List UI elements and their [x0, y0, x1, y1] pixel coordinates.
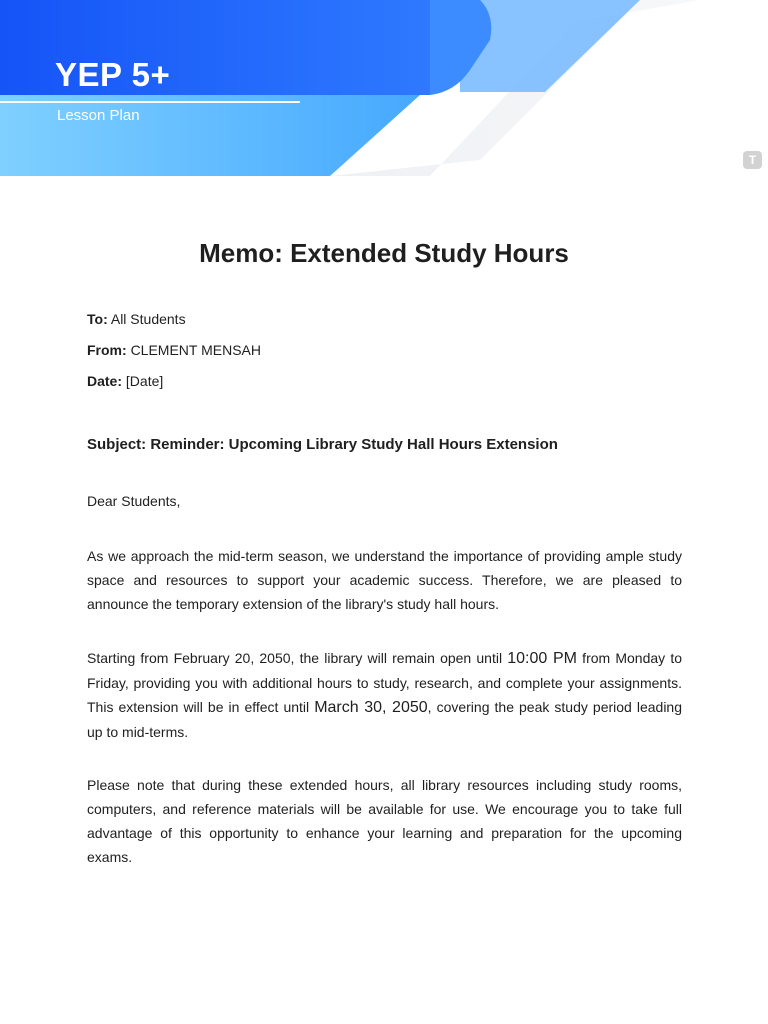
memo-from	[87, 340, 261, 360]
end-date: March 30, 2050	[314, 699, 428, 716]
from-value: CLEMENT MENSAH	[130, 342, 261, 358]
brand-divider	[0, 101, 300, 103]
page-title: Memo: Extended Study Hours	[199, 238, 569, 268]
brand-subtitle: Lesson Plan	[57, 107, 140, 124]
closing-time: 10:00 PM	[507, 650, 578, 667]
paragraph-2	[87, 646, 682, 744]
from-label: From:	[87, 342, 127, 358]
memo-date	[87, 371, 163, 391]
memo-subject: Subject: Reminder: Upcoming Library Study Hall Hours Extension	[87, 436, 558, 453]
template-badge-icon: T	[743, 151, 762, 169]
date-value: [Date]	[125, 373, 164, 389]
paragraph-1: As we approach the mid-term season, we understand the importance of providing ample study space and resources to support your academic success. Therefore, we are pleased to announce the temporary extension of the library's study hall hours.	[87, 548, 682, 612]
paragraph-2-part-2: from Monday to Friday, providing you with additional hours to study, research, and complete your assignments. This extension will be in effect until	[87, 650, 682, 715]
to-label: To:	[87, 311, 108, 327]
to-value: All Students	[110, 311, 186, 327]
paragraph-2-part-3: , covering the peak study period leading up to mid-terms.	[87, 699, 683, 740]
paragraph-2-part-1: Starting from February 20, 2050, the library will remain open until	[87, 650, 508, 666]
memo-greeting: Dear Students,	[87, 493, 181, 509]
brand-logo: YEP 5+	[55, 56, 171, 93]
date-label: Date:	[87, 373, 123, 389]
memo-to	[87, 309, 186, 329]
paragraph-3: Please note that during these extended hours, all library resources including study rooms, computers, and reference materials will be available for use. We encourage you to take full advantage of this opportunity to enhance your learning and preparation for the upcoming exams.	[87, 777, 682, 865]
